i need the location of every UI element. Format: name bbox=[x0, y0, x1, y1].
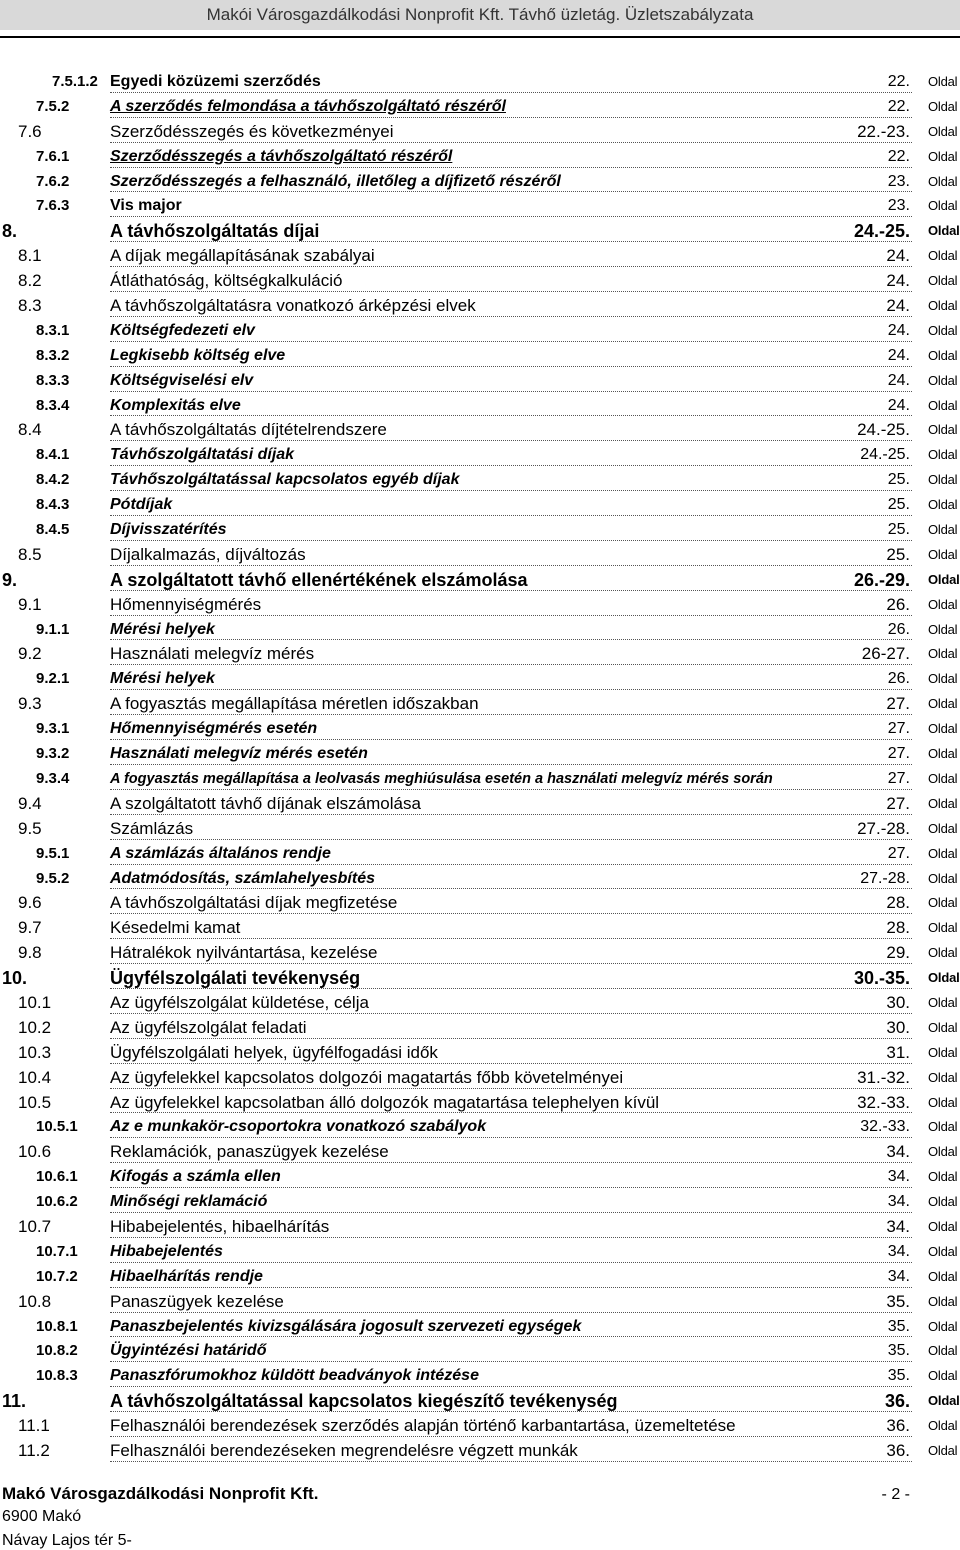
toc-entry-title[interactable]: Minőségi reklamáció bbox=[110, 1193, 268, 1211]
toc-entry-number: 8.4.2 bbox=[36, 471, 70, 489]
toc-entry-title[interactable]: A szolgáltatott távhő ellenértékének elszámolása bbox=[110, 569, 528, 590]
toc-entry-page: 35. bbox=[886, 1291, 910, 1311]
toc-entry-number: 9.5.2 bbox=[36, 869, 70, 887]
toc-entry-page: 34. bbox=[887, 1242, 910, 1260]
toc-entry-title[interactable]: Költségviselési elv bbox=[110, 371, 254, 389]
toc-entry-number: 9.3 bbox=[18, 694, 42, 714]
toc-entry[interactable] bbox=[0, 468, 960, 493]
toc-entry-number: 8.3.3 bbox=[36, 371, 70, 389]
toc-entry-page: 34. bbox=[887, 1168, 910, 1186]
toc-entry-page: 24. bbox=[887, 346, 910, 364]
toc-entry-title[interactable]: A távhőszolgáltatás díjtételrendszere bbox=[110, 420, 387, 440]
toc-entry-title[interactable]: Felhasználói berendezések szerződés alapján történő karbantartása, üzemeltetése bbox=[110, 1416, 736, 1436]
toc-entry-page: 29. bbox=[886, 943, 910, 963]
toc-entry[interactable] bbox=[0, 1115, 960, 1140]
toc-entry[interactable] bbox=[0, 319, 960, 344]
toc-entry-page-suffix: Oldal bbox=[928, 447, 958, 463]
toc-entry-page-suffix: Oldal bbox=[928, 422, 958, 438]
toc-entry-title[interactable]: Felhasználói berendezéseken megrendelésre végzett munkák bbox=[110, 1440, 578, 1460]
toc-entry-title[interactable]: Hibabejelentés bbox=[110, 1242, 223, 1260]
toc-entry-title[interactable]: Hőmennyiségmérés bbox=[110, 594, 262, 614]
toc-entry[interactable] bbox=[0, 1389, 960, 1414]
toc-entry[interactable] bbox=[0, 344, 960, 369]
toc-entry-number: 7.6 bbox=[18, 121, 42, 141]
toc-entry-title[interactable]: Hátralékok nyilvántartása, kezelése bbox=[110, 943, 378, 963]
header-title: Makói Városgazdálkodási Nonprofit Kft. Távhő üzletág. Üzletszabályzata bbox=[206, 5, 754, 24]
toc-entry-title[interactable]: Ügyintézési határidő bbox=[110, 1342, 267, 1360]
toc-entry[interactable] bbox=[0, 95, 960, 120]
toc-entry[interactable] bbox=[0, 966, 960, 991]
toc-entry-page-suffix: Oldal bbox=[928, 1169, 958, 1185]
toc-entry-page: 30. bbox=[886, 1017, 910, 1037]
toc-entry-title[interactable]: A fogyasztás megállapítása a leolvasás meghiúsulása esetén a használati melegvíz mérés során bbox=[110, 770, 773, 787]
toc-entry-page: 23. bbox=[887, 172, 910, 190]
toc-entry-title[interactable]: Hőmennyiségmérés esetén bbox=[110, 720, 318, 738]
toc-entry-title[interactable]: Pótdíjak bbox=[110, 496, 173, 514]
toc-entry-number: 9.2 bbox=[18, 644, 42, 664]
footer-company: Makó Városgazdálkodási Nonprofit Kft. bbox=[2, 1484, 319, 1503]
toc-entry-title[interactable]: Vis major bbox=[110, 197, 182, 215]
toc-entry-title[interactable]: A távhőszolgáltatással kapcsolatos kiegészítő tevékenység bbox=[110, 1391, 618, 1412]
toc-entry-number: 10.8.2 bbox=[36, 1342, 78, 1360]
toc-entry-number: 10.6.2 bbox=[36, 1193, 78, 1211]
toc-entry[interactable] bbox=[0, 70, 960, 95]
toc-entry[interactable] bbox=[0, 1066, 960, 1091]
toc-entry-page: 35. bbox=[887, 1367, 910, 1385]
toc-entry-page: 27. bbox=[887, 844, 910, 862]
toc-entry-number: 9.3.1 bbox=[36, 720, 70, 738]
toc-entry[interactable] bbox=[0, 244, 960, 269]
toc-entry-page: 27.-28. bbox=[860, 869, 910, 887]
toc-entry-number: 7.6.3 bbox=[36, 197, 70, 215]
toc-entry-page-suffix: Oldal bbox=[928, 696, 958, 712]
toc-entry-title[interactable]: A távhőszolgáltatási díjak megfizetése bbox=[110, 893, 398, 913]
toc-entry-page-suffix: Oldal bbox=[928, 994, 958, 1010]
toc-entry-page-suffix: Oldal bbox=[928, 721, 958, 737]
toc-entry[interactable] bbox=[0, 543, 960, 568]
toc-entry[interactable] bbox=[0, 1165, 960, 1190]
toc-entry[interactable] bbox=[0, 593, 960, 618]
toc-entry-title[interactable]: Az e munkakör-csoportokra vonatkozó szabályok bbox=[110, 1118, 487, 1136]
toc-entry-number: 9.5.1 bbox=[36, 844, 70, 862]
toc-entry-page-suffix: Oldal bbox=[928, 148, 958, 164]
toc-entry-page: 30. bbox=[886, 992, 910, 1012]
toc-entry-page: 27. bbox=[887, 720, 910, 738]
toc-entry-page-suffix: Oldal bbox=[928, 671, 958, 687]
toc-entry-page: 34. bbox=[887, 1267, 910, 1285]
toc-entry[interactable] bbox=[0, 1140, 960, 1165]
toc-entry-title[interactable]: A távhőszolgáltatás díjai bbox=[110, 221, 320, 242]
toc-entry-title[interactable]: A fogyasztás megállapítása méretlen időszakban bbox=[110, 694, 479, 714]
toc-entry-title[interactable]: Ügyfélszolgálati helyek, ügyfélfogadási idők bbox=[110, 1042, 438, 1062]
toc-entry[interactable] bbox=[0, 891, 960, 916]
footer-city: 6900 Makó bbox=[2, 1508, 82, 1525]
toc-entry-title[interactable]: A számlázás általános rendje bbox=[110, 844, 331, 862]
toc-entry[interactable] bbox=[0, 991, 960, 1016]
toc-entry-number: 8.3.4 bbox=[36, 396, 70, 414]
toc-entry-title[interactable]: Egyedi közüzemi szerződés bbox=[110, 73, 321, 90]
toc-entry-page-suffix: Oldal bbox=[928, 322, 958, 338]
toc-entry[interactable] bbox=[0, 767, 960, 792]
toc-entry-page: 32.-33. bbox=[860, 1118, 910, 1136]
toc-entry-page-suffix: Oldal bbox=[928, 970, 960, 986]
toc-entry[interactable] bbox=[0, 717, 960, 742]
toc-entry-title[interactable]: Távhőszolgáltatással kapcsolatos egyéb díjak bbox=[110, 471, 460, 489]
toc-entry-page-suffix: Oldal bbox=[928, 571, 960, 587]
toc-entry[interactable] bbox=[0, 194, 960, 219]
toc-entry-number: 11.1 bbox=[18, 1416, 50, 1436]
toc-entry-page: 24.-25. bbox=[857, 420, 910, 440]
toc-entry[interactable] bbox=[0, 269, 960, 294]
toc-entry-title[interactable]: Panaszbejelentés kivizsgálására jogosult szervezeti egységek bbox=[110, 1317, 582, 1335]
toc-entry-page: 28. bbox=[886, 893, 910, 913]
toc-entry[interactable] bbox=[0, 642, 960, 667]
toc-entry-number: 10.7.1 bbox=[36, 1242, 78, 1260]
toc-entry-page-suffix: Oldal bbox=[928, 1268, 958, 1284]
toc-entry-title[interactable]: Díjalkalmazás, díjváltozás bbox=[110, 544, 306, 564]
toc-entry-page: 36. bbox=[886, 1440, 910, 1460]
toc-entry-page-suffix: Oldal bbox=[928, 746, 958, 762]
toc-entry[interactable] bbox=[0, 1240, 960, 1265]
toc-entry-title[interactable]: Komplexitás elve bbox=[110, 396, 241, 414]
table-of-contents bbox=[0, 70, 960, 1464]
toc-entry-page: 32.-33. bbox=[857, 1092, 910, 1112]
toc-entry-title[interactable]: Kifogás a számla ellen bbox=[110, 1168, 281, 1186]
toc-entry-title[interactable]: Költségfedezeti elv bbox=[110, 321, 255, 339]
toc-entry-page-suffix: Oldal bbox=[928, 621, 958, 637]
toc-entry-number: 10.6 bbox=[18, 1142, 52, 1162]
toc-entry-page: 25. bbox=[886, 544, 910, 564]
toc-entry-title[interactable]: A szolgáltatott távhő díjának elszámolása bbox=[110, 793, 421, 813]
toc-entry-page-suffix: Oldal bbox=[928, 347, 958, 363]
toc-entry-page: 25. bbox=[887, 471, 910, 489]
toc-entry-number: 7.6.1 bbox=[36, 147, 70, 165]
toc-entry[interactable] bbox=[0, 842, 960, 867]
toc-entry[interactable] bbox=[0, 1041, 960, 1066]
toc-entry-leader bbox=[110, 515, 912, 516]
toc-entry-title[interactable]: Szerződésszegés a távhőszolgáltató részéről bbox=[110, 147, 453, 165]
toc-entry-number: 10.7.2 bbox=[36, 1267, 78, 1285]
toc-entry-number: 7.5.2 bbox=[36, 97, 70, 115]
toc-entry-page: 36. bbox=[886, 1416, 910, 1436]
toc-entry[interactable] bbox=[0, 518, 960, 543]
toc-entry-number: 7.5.1.2 bbox=[52, 73, 98, 90]
toc-entry-number: 10.1 bbox=[18, 992, 52, 1012]
toc-entry-title[interactable]: Reklamációk, panaszügyek kezelése bbox=[110, 1142, 389, 1162]
toc-entry-page-suffix: Oldal bbox=[928, 1418, 958, 1434]
toc-entry-number: 10.2 bbox=[18, 1017, 52, 1037]
toc-entry-page: 24. bbox=[886, 271, 910, 291]
toc-entry[interactable] bbox=[0, 618, 960, 643]
toc-entry[interactable] bbox=[0, 369, 960, 394]
toc-entry-page: 25. bbox=[887, 521, 910, 539]
toc-entry-page-suffix: Oldal bbox=[928, 1019, 958, 1035]
toc-entry-page-suffix: Oldal bbox=[928, 248, 958, 264]
toc-entry-leader bbox=[110, 639, 912, 640]
toc-entry-leader bbox=[110, 1262, 912, 1263]
toc-entry-page: 24. bbox=[887, 371, 910, 389]
toc-entry-page-suffix: Oldal bbox=[928, 1293, 958, 1309]
toc-entry-page: 24. bbox=[887, 396, 910, 414]
toc-entry-page-suffix: Oldal bbox=[928, 596, 958, 612]
toc-entry-number: 9.6 bbox=[18, 893, 42, 913]
toc-entry-page: 36. bbox=[884, 1391, 910, 1412]
toc-entry-page: 24. bbox=[887, 321, 910, 339]
toc-entry-title[interactable]: Átláthatóság, költségkalkuláció bbox=[110, 271, 343, 291]
toc-entry[interactable] bbox=[0, 1265, 960, 1290]
toc-entry-number: 8.3.2 bbox=[36, 346, 70, 364]
toc-entry-page-suffix: Oldal bbox=[928, 123, 958, 139]
toc-entry-title[interactable]: Az ügyfelekkel kapcsolatos dolgozói magatartás főbb követelményei bbox=[110, 1067, 624, 1087]
toc-entry[interactable] bbox=[0, 493, 960, 518]
toc-entry-number: 9.4 bbox=[18, 793, 42, 813]
toc-entry[interactable] bbox=[0, 867, 960, 892]
toc-entry-page: 24.-25. bbox=[860, 446, 910, 464]
toc-entry[interactable] bbox=[0, 1016, 960, 1041]
toc-entry-number: 10.8.3 bbox=[36, 1367, 78, 1385]
toc-entry-page: 31. bbox=[886, 1042, 910, 1062]
toc-entry-page: 27. bbox=[887, 769, 910, 787]
toc-entry-page: 24. bbox=[886, 296, 910, 316]
toc-entry-title[interactable]: Mérési helyek bbox=[110, 620, 215, 638]
toc-entry[interactable] bbox=[0, 792, 960, 817]
toc-entry-page-suffix: Oldal bbox=[928, 273, 958, 289]
toc-entry-number: 10.8 bbox=[18, 1291, 52, 1311]
toc-entry-page-suffix: Oldal bbox=[928, 1442, 958, 1458]
toc-entry-leader bbox=[110, 839, 912, 840]
toc-entry[interactable] bbox=[0, 1315, 960, 1340]
toc-entry[interactable] bbox=[0, 1339, 960, 1364]
toc-entry-page-suffix: Oldal bbox=[928, 372, 958, 388]
toc-entry-page: 27. bbox=[886, 694, 910, 714]
toc-entry[interactable] bbox=[0, 294, 960, 319]
toc-entry-page-suffix: Oldal bbox=[928, 173, 958, 189]
toc-entry-title[interactable]: Az ügyfélszolgálat feladati bbox=[110, 1017, 307, 1037]
toc-entry[interactable] bbox=[0, 1439, 960, 1464]
toc-entry[interactable] bbox=[0, 1215, 960, 1240]
toc-entry[interactable] bbox=[0, 916, 960, 941]
toc-entry[interactable] bbox=[0, 568, 960, 593]
toc-entry-page-suffix: Oldal bbox=[928, 1393, 960, 1409]
toc-entry-page-suffix: Oldal bbox=[928, 1194, 958, 1210]
toc-entry-page-suffix: Oldal bbox=[928, 198, 958, 214]
toc-entry-page-suffix: Oldal bbox=[928, 920, 958, 936]
toc-entry-page: 27. bbox=[886, 793, 910, 813]
toc-entry[interactable] bbox=[0, 170, 960, 195]
toc-entry-title[interactable]: Használati melegvíz mérés bbox=[110, 644, 315, 664]
toc-entry-title[interactable]: Adatmódosítás, számlahelyesbítés bbox=[110, 869, 375, 887]
toc-entry-page-suffix: Oldal bbox=[928, 1094, 958, 1110]
toc-entry[interactable] bbox=[0, 742, 960, 767]
toc-entry-title[interactable]: Számlázás bbox=[110, 818, 194, 838]
toc-entry-title[interactable]: Legkisebb költség elve bbox=[110, 346, 286, 364]
toc-entry[interactable] bbox=[0, 443, 960, 468]
toc-entry-page-suffix: Oldal bbox=[928, 1044, 958, 1060]
toc-entry-title[interactable]: Az ügyfelekkel kapcsolatban álló dolgozók magatartása telephelyen kívül bbox=[110, 1092, 660, 1112]
toc-entry-page-suffix: Oldal bbox=[928, 820, 958, 836]
toc-entry-page: 34. bbox=[886, 1142, 910, 1162]
toc-entry-leader bbox=[110, 216, 912, 217]
toc-entry-title[interactable]: Panaszügyek kezelése bbox=[110, 1291, 284, 1311]
toc-entry-title[interactable]: Hibaelhárítás rendje bbox=[110, 1267, 263, 1285]
toc-entry-title[interactable]: Késedelmi kamat bbox=[110, 918, 241, 938]
toc-entry-page-suffix: Oldal bbox=[928, 74, 958, 89]
toc-entry-number: 11.2 bbox=[18, 1440, 50, 1460]
toc-entry-page: 26. bbox=[886, 594, 910, 614]
toc-entry-page: 27. bbox=[887, 745, 910, 763]
toc-entry-page-suffix: Oldal bbox=[928, 795, 958, 811]
toc-entry-page-suffix: Oldal bbox=[928, 895, 958, 911]
toc-entry-page: 35. bbox=[887, 1317, 910, 1335]
toc-entry-page-suffix: Oldal bbox=[928, 472, 958, 488]
toc-entry-title[interactable]: Panaszfórumokhoz küldött beadványok intézése bbox=[110, 1367, 479, 1385]
toc-entry[interactable] bbox=[0, 418, 960, 443]
toc-entry-number: 8.2 bbox=[18, 271, 42, 291]
toc-entry-number: 8. bbox=[2, 221, 18, 242]
toc-entry-page: 24.-25. bbox=[853, 221, 910, 242]
toc-entry-page-suffix: Oldal bbox=[928, 1119, 958, 1135]
toc-entry-title[interactable]: Ügyfélszolgálati tevékenység bbox=[110, 968, 361, 989]
toc-entry-number: 10.6.1 bbox=[36, 1168, 78, 1186]
toc-entry-page-suffix: Oldal bbox=[928, 770, 958, 786]
toc-entry-leader bbox=[110, 689, 912, 690]
toc-entry-number: 8.4.1 bbox=[36, 446, 70, 464]
toc-entry-page: 22. bbox=[887, 73, 910, 90]
toc-entry-page: 31.-32. bbox=[857, 1067, 910, 1087]
toc-entry-number: 9.8 bbox=[18, 943, 42, 963]
page-number: - 2 - bbox=[881, 1486, 910, 1503]
toc-entry-number: 9.3.4 bbox=[36, 769, 70, 787]
toc-entry-title[interactable]: A díjak megállapításának szabályai bbox=[110, 246, 375, 266]
toc-entry-number: 8.3 bbox=[18, 296, 42, 316]
toc-entry-number: 9.2.1 bbox=[36, 670, 70, 688]
toc-entry-page-suffix: Oldal bbox=[928, 223, 960, 239]
toc-entry-page-suffix: Oldal bbox=[928, 397, 958, 413]
toc-entry-number: 8.3.1 bbox=[36, 321, 70, 339]
page-header bbox=[0, 0, 960, 30]
toc-entry-number: 10.3 bbox=[18, 1042, 52, 1062]
toc-entry-page-suffix: Oldal bbox=[928, 1144, 958, 1160]
toc-entry-page: 22.-23. bbox=[857, 121, 910, 141]
toc-entry-page-suffix: Oldal bbox=[928, 98, 958, 114]
toc-entry-page: 22. bbox=[887, 97, 910, 115]
toc-entry[interactable] bbox=[0, 1091, 960, 1116]
toc-entry-page-suffix: Oldal bbox=[928, 1343, 958, 1359]
header-divider bbox=[0, 36, 960, 38]
toc-entry-title[interactable]: Hibabejelentés, hibaelhárítás bbox=[110, 1216, 330, 1236]
toc-entry-number: 7.6.2 bbox=[36, 172, 70, 190]
toc-entry-number: 9.1 bbox=[18, 594, 42, 614]
toc-entry-number: 9.1.1 bbox=[36, 620, 70, 638]
toc-entry[interactable] bbox=[0, 145, 960, 170]
toc-entry-number: 9.3.2 bbox=[36, 745, 70, 763]
toc-entry-page-suffix: Oldal bbox=[928, 1218, 958, 1234]
toc-entry-number: 8.4 bbox=[18, 420, 42, 440]
toc-entry[interactable] bbox=[0, 941, 960, 966]
toc-entry[interactable] bbox=[0, 1414, 960, 1439]
toc-entry-number: 10.7 bbox=[18, 1216, 52, 1236]
toc-entry-title[interactable]: Használati melegvíz mérés esetén bbox=[110, 745, 368, 763]
toc-entry-page: 25. bbox=[887, 496, 910, 514]
toc-entry[interactable] bbox=[0, 1190, 960, 1215]
toc-entry-title[interactable]: A szerződés felmondása a távhőszolgáltató részéről bbox=[110, 97, 506, 115]
toc-entry-page-suffix: Oldal bbox=[928, 546, 958, 562]
toc-entry-number: 8.4.5 bbox=[36, 521, 70, 539]
toc-entry-page: 26. bbox=[887, 620, 910, 638]
toc-entry[interactable] bbox=[0, 394, 960, 419]
footer-street: Návay Lajos tér 5- bbox=[2, 1532, 132, 1549]
toc-entry-page-suffix: Oldal bbox=[928, 1318, 958, 1334]
toc-entry-title[interactable]: Díjvisszatérítés bbox=[110, 521, 227, 539]
toc-entry-page-suffix: Oldal bbox=[928, 298, 958, 314]
toc-entry-page: 26-27. bbox=[861, 644, 910, 664]
toc-entry-page-suffix: Oldal bbox=[928, 497, 958, 513]
toc-entry-number: 9. bbox=[2, 569, 18, 590]
toc-entry-page: 23. bbox=[887, 197, 910, 215]
toc-entry-page: 27.-28. bbox=[857, 818, 910, 838]
toc-entry-page: 26. bbox=[887, 670, 910, 688]
toc-entry[interactable] bbox=[0, 1290, 960, 1315]
toc-entry-page: 26.-29. bbox=[853, 569, 910, 590]
toc-entry-title[interactable]: Szerződésszegés a felhasználó, illetőleg a díjfizető részéről bbox=[110, 172, 561, 190]
toc-entry-title[interactable]: Szerződésszegés és következményei bbox=[110, 121, 394, 141]
toc-entry-title[interactable]: Az ügyfélszolgálat küldetése, célja bbox=[110, 992, 369, 1012]
toc-entry[interactable] bbox=[0, 817, 960, 842]
toc-entry-page-suffix: Oldal bbox=[928, 945, 958, 961]
toc-entry-page-suffix: Oldal bbox=[928, 522, 958, 538]
toc-entry-page-suffix: Oldal bbox=[928, 1368, 958, 1384]
toc-entry[interactable] bbox=[0, 219, 960, 244]
toc-entry-number: 10. bbox=[2, 968, 28, 989]
toc-entry-title[interactable]: Mérési helyek bbox=[110, 670, 215, 688]
toc-entry-page-suffix: Oldal bbox=[928, 646, 958, 662]
toc-entry[interactable] bbox=[0, 692, 960, 717]
toc-entry[interactable] bbox=[0, 667, 960, 692]
toc-entry-page: 30.-35. bbox=[853, 968, 910, 989]
toc-entry-number: 10.4 bbox=[18, 1067, 52, 1087]
toc-entry-number: 9.7 bbox=[18, 918, 42, 938]
toc-entry-page-suffix: Oldal bbox=[928, 845, 958, 861]
toc-entry-page: 34. bbox=[886, 1216, 910, 1236]
toc-entry-page-suffix: Oldal bbox=[928, 1243, 958, 1259]
toc-entry-page: 28. bbox=[886, 918, 910, 938]
toc-entry-number: 11. bbox=[2, 1391, 27, 1412]
toc-entry-page-suffix: Oldal bbox=[928, 1069, 958, 1085]
toc-entry-number: 9.5 bbox=[18, 818, 42, 838]
toc-entry-number: 8.4.3 bbox=[36, 496, 70, 514]
toc-entry-page: 34. bbox=[887, 1193, 910, 1211]
toc-entry[interactable] bbox=[0, 120, 960, 145]
toc-entry-number: 10.8.1 bbox=[36, 1317, 78, 1335]
toc-entry-page: 35. bbox=[887, 1342, 910, 1360]
toc-entry[interactable] bbox=[0, 1364, 960, 1389]
toc-entry-title[interactable]: A távhőszolgáltatásra vonatkozó árképzési elvek bbox=[110, 296, 476, 316]
toc-entry-page: 24. bbox=[886, 246, 910, 266]
toc-entry-number: 8.1 bbox=[18, 246, 42, 266]
toc-entry-number: 10.5.1 bbox=[36, 1118, 78, 1136]
toc-entry-page: 22. bbox=[887, 147, 910, 165]
toc-entry-number: 10.5 bbox=[18, 1092, 52, 1112]
toc-entry-title[interactable]: Távhőszolgáltatási díjak bbox=[110, 446, 295, 464]
toc-entry-page-suffix: Oldal bbox=[928, 870, 958, 886]
toc-entry-number: 8.5 bbox=[18, 544, 42, 564]
toc-entry-leader bbox=[110, 540, 912, 541]
